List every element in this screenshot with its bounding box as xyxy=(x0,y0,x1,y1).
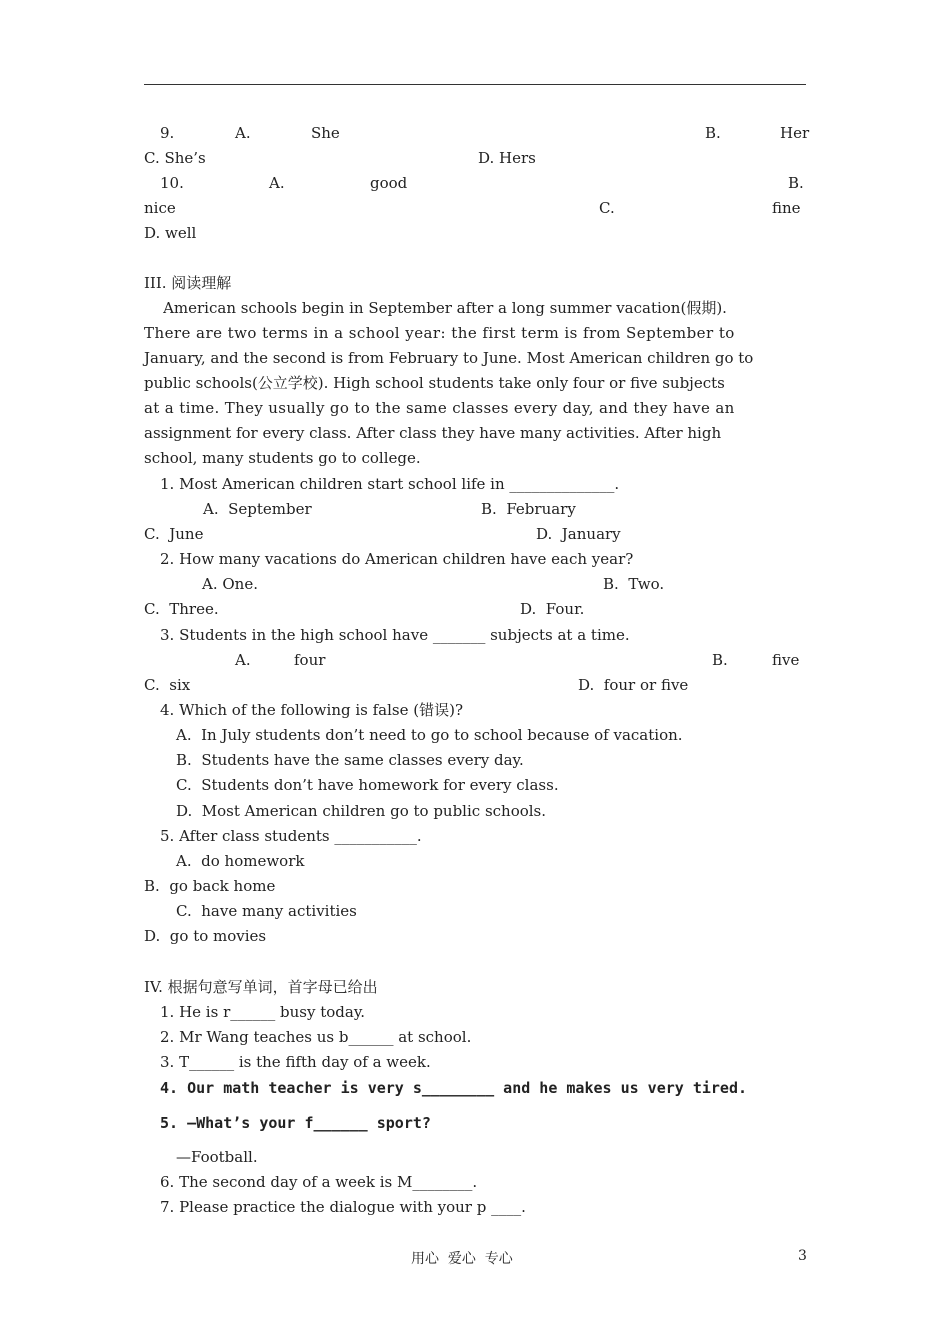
passage-line: at a time. They usually go to the same classes every day, and they have an xyxy=(144,399,735,417)
q10-option-a-letter: A. xyxy=(269,174,285,192)
reading-q3-option-a-text: four xyxy=(294,651,326,669)
reading-q1-option-d: D. January xyxy=(536,525,621,543)
word-fill-item: 5. —What’s your f______ sport? xyxy=(160,1114,431,1132)
reading-q4-option-d: D. Most American children go to public schools. xyxy=(176,802,547,820)
q10-number: 10. xyxy=(160,174,184,192)
q10-option-b-text: nice xyxy=(144,199,176,217)
reading-q5-stem: 5. After class students ___________. xyxy=(160,827,422,845)
q10-option-a-text: good xyxy=(370,174,408,192)
q10-option-c-text: fine xyxy=(772,199,801,217)
reading-q3-option-b-letter: B. xyxy=(712,651,728,669)
word-fill-item: 2. Mr Wang teaches us b______ at school. xyxy=(160,1028,472,1046)
reading-q3-option-a-letter: A. xyxy=(235,651,251,669)
reading-q4-option-c: C. Students don’t have homework for every class. xyxy=(176,776,559,794)
word-fill-item: 4. Our math teacher is very s________ and he makes us very tired. xyxy=(160,1079,747,1097)
section4-heading: IV. 根据句意写单词，首字母已给出 xyxy=(144,978,378,996)
footer-motto: 用心 爱心 专心 xyxy=(411,1251,513,1267)
reading-q1-option-b: B. February xyxy=(481,500,576,518)
q10-option-b-letter: B. xyxy=(788,174,804,192)
passage-line: January, and the second is from February to June. Most American children go to xyxy=(144,349,754,367)
word-fill-item: 6. The second day of a week is M________. xyxy=(160,1173,478,1191)
passage-line: public schools(公立学校). High school students take only four or five subjects xyxy=(144,374,725,392)
reading-q5-option-c: C. have many activities xyxy=(176,902,357,920)
section3-heading: III. 阅读理解 xyxy=(144,274,232,292)
q10-option-c-letter: C. xyxy=(599,199,615,217)
word-fill-answer: —Football. xyxy=(176,1148,258,1166)
reading-q1-option-a: A. September xyxy=(203,500,312,518)
reading-q3-option-c: C. six xyxy=(144,676,191,694)
passage-line: assignment for every class. After class they have many activities. After high xyxy=(144,424,722,442)
reading-q5-option-d: D. go to movies xyxy=(144,927,267,945)
reading-q2-option-c: C. Three. xyxy=(144,600,219,618)
reading-q2-option-b: B. Two. xyxy=(603,575,665,593)
reading-q4-option-a: A. In July students don’t need to go to school because of vacation. xyxy=(176,726,683,744)
reading-q2-option-a: A. One. xyxy=(202,575,258,593)
q10-option-d: D. well xyxy=(144,224,197,242)
reading-q2-stem: 2. How many vacations do American children have each year? xyxy=(160,550,634,568)
q9-option-d: D. Hers xyxy=(478,149,536,167)
header-rule xyxy=(144,84,806,85)
reading-q4-stem: 4. Which of the following is false (错误)? xyxy=(160,701,463,719)
q9-option-b-letter: B. xyxy=(705,124,721,142)
reading-q1-option-c: C. June xyxy=(144,525,204,543)
reading-q5-option-b: B. go back home xyxy=(144,877,276,895)
q9-number: 9. xyxy=(160,124,175,142)
reading-q3-stem: 3. Students in the high school have _______ subjects at a time. xyxy=(160,626,630,644)
q9-option-a-text: She xyxy=(311,124,340,142)
word-fill-item: 1. He is r______ busy today. xyxy=(160,1003,366,1021)
reading-q3-option-b-text: five xyxy=(772,651,800,669)
reading-q5-option-a: A. do homework xyxy=(176,852,305,870)
reading-q4-option-b: B. Students have the same classes every day. xyxy=(176,751,524,769)
reading-q2-option-d: D. Four. xyxy=(520,600,585,618)
reading-q3-option-d: D. four or five xyxy=(578,676,689,694)
page-number: 3 xyxy=(798,1248,807,1264)
word-fill-item: 3. T______ is the fifth day of a week. xyxy=(160,1053,431,1071)
q9-option-b-text: Her xyxy=(780,124,810,142)
word-fill-item: 7. Please practice the dialogue with your p ____. xyxy=(160,1198,526,1216)
passage-line: American schools begin in September after a long summer vacation(假期). xyxy=(144,299,727,317)
passage-line: There are two terms in a school year: the first term is from September to xyxy=(144,324,735,342)
q9-option-c: C. She’s xyxy=(144,149,206,167)
reading-q1-stem: 1. Most American children start school life in ______________. xyxy=(160,475,620,493)
q9-option-a-letter: A. xyxy=(235,124,251,142)
passage-line: school, many students go to college. xyxy=(144,449,421,467)
